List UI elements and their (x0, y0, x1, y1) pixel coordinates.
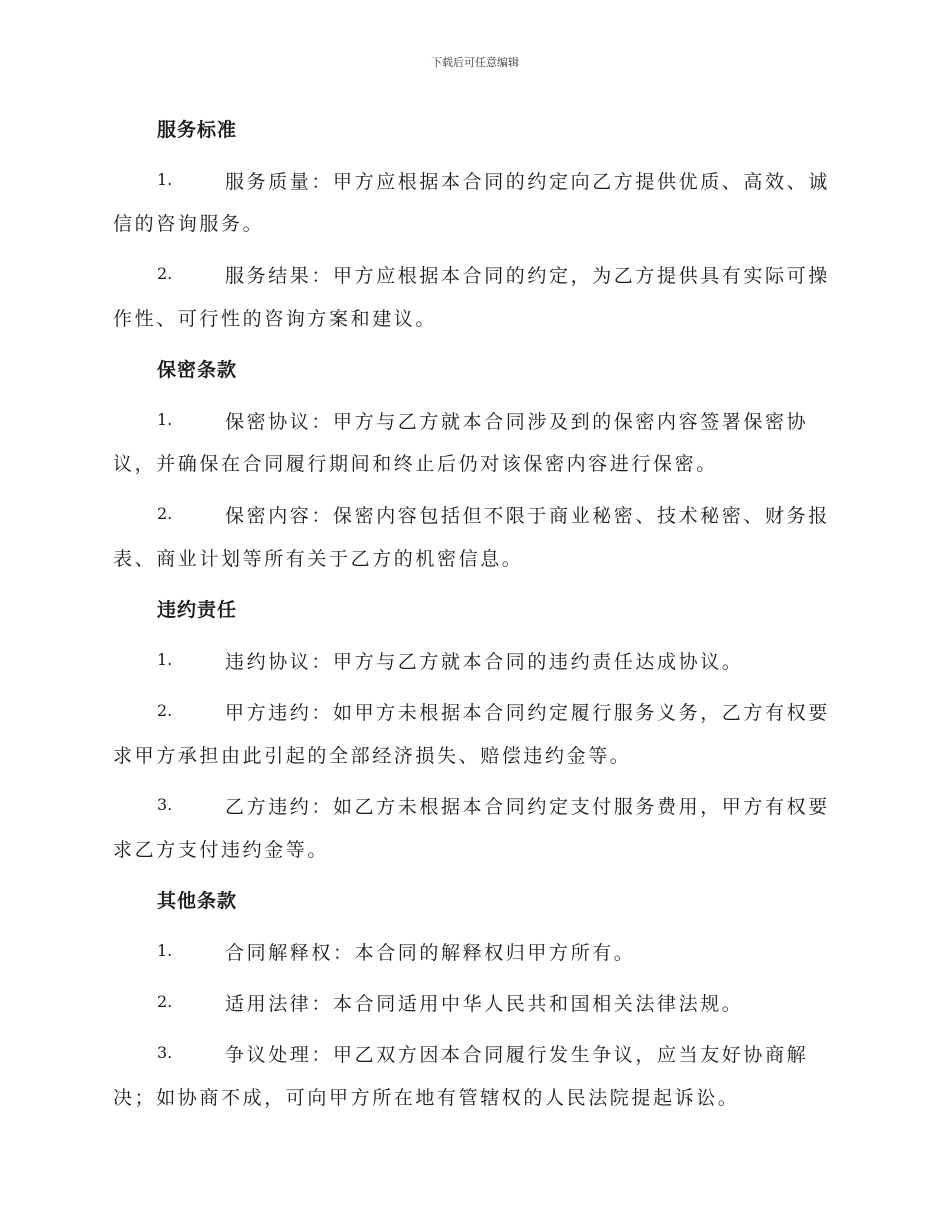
clause-text: 保密内容：保密内容包括但不限于商业秘密、技术秘密、财务报 (225, 505, 830, 527)
section-title-liability: 违约责任 (157, 599, 238, 621)
clause-text: 适用法律：本合同适用中华人民共和国相关法律法规。 (225, 993, 744, 1015)
clause-text: 争议处理：甲乙双方因本合同履行发生争议，应当友好协商解 (225, 1044, 809, 1066)
item-number: 3. (157, 1043, 173, 1062)
clause-text-continued: 求甲方承担由此引起的全部经济损失、赔偿违约金等。 (113, 745, 632, 767)
clause-text-continued: 议，并确保在合同履行期间和终止后仍对该保密内容进行保密。 (113, 453, 718, 475)
clause-text-continued: 作性、可行性的咨询方案和建议。 (113, 308, 438, 330)
item-number: 2. (157, 701, 173, 720)
clause-text: 保密协议：甲方与乙方就本合同涉及到的保密内容签署保密协 (225, 411, 809, 433)
clause-text-continued: 决；如协商不成，可向甲方所在地有管辖权的人民法院提起诉讼。 (113, 1087, 740, 1109)
item-number: 1. (157, 410, 173, 429)
item-number: 2. (157, 264, 173, 283)
clause-text-continued: 表、商业计划等所有关于乙方的机密信息。 (113, 548, 524, 570)
item-number: 1. (157, 170, 173, 189)
item-number: 3. (157, 795, 173, 814)
section-title-service-standard: 服务标准 (157, 119, 238, 141)
section-title-confidentiality: 保密条款 (157, 359, 238, 381)
item-number: 1. (157, 941, 173, 960)
clause-text: 服务质量：甲方应根据本合同的约定向乙方提供优质、高效、诚 (225, 171, 830, 193)
item-number: 1. (157, 650, 173, 669)
item-number: 2. (157, 504, 173, 523)
clause-text: 违约协议：甲方与乙方就本合同的违约责任达成协议。 (225, 651, 744, 673)
page-header: 下载后可任意编辑 (431, 56, 519, 69)
clause-text: 乙方违约：如乙方未根据本合同约定支付服务费用，甲方有权要 (225, 796, 830, 818)
clause-text: 服务结果：甲方应根据本合同的约定，为乙方提供具有实际可操 (225, 265, 830, 287)
clause-text: 合同解释权：本合同的解释权归甲方所有。 (225, 942, 636, 964)
item-number: 2. (157, 992, 173, 1011)
clause-text-continued: 求乙方支付违约金等。 (113, 839, 330, 861)
section-title-other-terms: 其他条款 (157, 890, 238, 912)
clause-text: 甲方违约：如甲方未根据本合同约定履行服务义务，乙方有权要 (225, 702, 830, 724)
clause-text-continued: 信的咨询服务。 (113, 213, 265, 235)
